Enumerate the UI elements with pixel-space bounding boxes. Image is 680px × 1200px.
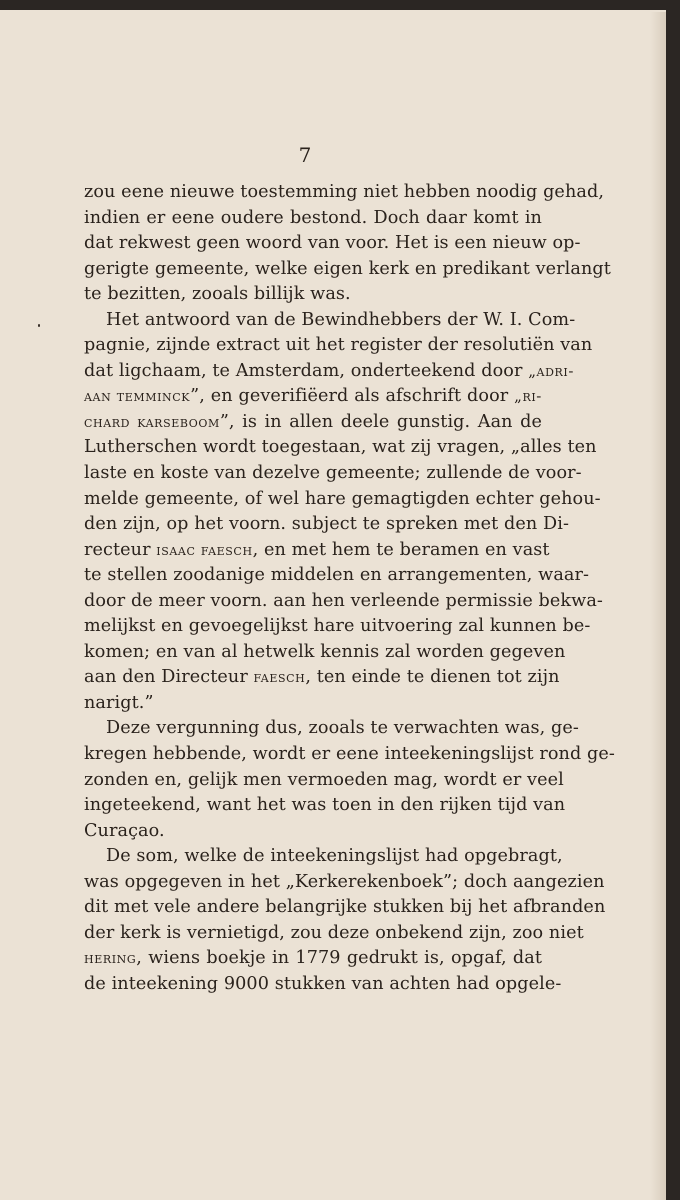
text-line: [84, 384, 542, 410]
small-caps-name: chard karseboom: [84, 412, 220, 431]
text-line: [84, 538, 550, 564]
text-line: [84, 487, 601, 513]
text-line: [84, 640, 566, 666]
small-caps-name: aan temminck: [84, 387, 191, 406]
text-segment: ”, en geverifiëerd als afschrift door: [190, 386, 515, 407]
text-segment: pagnie, zijnde extract uit het register der resolutiën van: [84, 335, 593, 356]
text-line: [84, 461, 582, 487]
small-caps-name: isaac faesch: [156, 540, 253, 559]
text-segment: dat rekwest geen woord van voor. Het is een nieuw op-: [84, 233, 581, 254]
text-segment: kregen hebbende, wordt er eene inteekeningslijst rond ge-: [84, 744, 615, 765]
paper-speck: [38, 324, 40, 327]
page-edge-shadow: [650, 12, 666, 1200]
text-segment: Lutherschen wordt toegestaan, wat zij vragen, „alles ten: [84, 437, 597, 458]
text-segment: gerigte gemeente, welke eigen kerk en predikant verlangt: [84, 258, 611, 279]
text-line: [84, 614, 591, 640]
text-segment: de inteekening 9000 stukken van achten had opgele-: [84, 973, 562, 994]
text-line: [84, 742, 615, 768]
small-caps-name: „ri-: [514, 387, 542, 406]
text-line: [84, 435, 597, 461]
text-segment: melde gemeente, of wel hare gemagtigden echter gehou-: [84, 488, 601, 509]
text-line: [84, 691, 542, 717]
text-line: [84, 206, 542, 232]
text-line: [84, 844, 563, 870]
text-line: [84, 972, 562, 998]
text-segment: te stellen zoodanige middelen en arrangementen, waar-: [84, 565, 590, 586]
small-caps-name: „adri-: [528, 361, 575, 380]
text-segment: ”, is in allen deele gunstig. Aan de: [219, 411, 542, 432]
text-line: [84, 793, 566, 819]
text-segment: door de meer voorn. aan hen verleende permissie bekwa-: [84, 590, 603, 611]
text-line: [84, 333, 593, 359]
small-caps-name: hering: [84, 949, 137, 968]
text-segment: laste en koste van dezelve gemeente; zullende de voor-: [84, 463, 582, 484]
text-line: [84, 410, 542, 436]
text-line: [84, 180, 605, 206]
text-line: [84, 895, 606, 921]
text-segment: , ten einde te dienen tot zijn: [305, 667, 560, 688]
text-segment: , wiens boekje in 1779 gedrukt is, opgaf, dat: [136, 948, 542, 969]
text-segment: komen; en van al hetwelk kennis zal worden gegeven: [84, 641, 566, 662]
text-line: [84, 716, 579, 742]
text-line: [84, 257, 611, 283]
text-segment: der kerk is vernietigd, zou deze onbekend zijn, zoo niet: [84, 922, 584, 943]
text-line: [84, 768, 564, 794]
text-segment: zonden en, gelijk men vermoeden mag, wordt er veel: [84, 769, 564, 790]
text-segment: recteur: [84, 539, 157, 560]
text-segment: dat ligchaam, te Amsterdam, onderteekend door: [84, 360, 529, 381]
text-segment: ingeteekend, want het was toen in den rijken tijd van: [84, 795, 566, 816]
text-line: [84, 359, 575, 385]
text-line: [84, 308, 576, 334]
text-segment: den zijn, op het voorn. subject te spreken met den Di-: [84, 514, 569, 535]
text-segment: , en met hem te beramen en vast: [252, 539, 550, 560]
text-line: [84, 589, 603, 615]
text-line: [84, 231, 581, 257]
text-line: [84, 563, 590, 589]
text-line: [84, 665, 560, 691]
text-segment: Deze vergunning dus, zooals te verwachten was, ge-: [106, 718, 579, 739]
text-line: [84, 946, 542, 972]
text-segment: narigt.”: [84, 692, 154, 713]
text-segment: zou eene nieuwe toestemming niet hebben noodig gehad,: [84, 182, 605, 202]
text-segment: indien er eene oudere bestond. Doch daar komt in: [84, 207, 542, 228]
text-segment: melijkst en gevoegelijkst hare uitvoering zal kunnen be-: [84, 616, 591, 637]
text-segment: te bezitten, zooals billijk was.: [84, 284, 351, 305]
text-line: [84, 282, 542, 308]
text-line: [84, 870, 605, 896]
text-segment: Het antwoord van de Bewindhebbers der W. I. Com-: [106, 309, 576, 330]
text-line: [84, 512, 569, 538]
text-line: [84, 921, 584, 947]
text-segment: Curaçao.: [84, 820, 165, 841]
text-line: [84, 819, 542, 845]
small-caps-name: faesch: [253, 668, 306, 687]
body-text: [84, 180, 615, 998]
page-number: 7: [298, 143, 312, 167]
text-segment: dit met vele andere belangrijke stukken bij het afbranden: [84, 897, 606, 918]
text-segment: was opgegeven in het „Kerkerekenboek”; doch aangezien: [84, 871, 605, 892]
text-segment: aan den Directeur: [84, 667, 254, 688]
text-segment: De som, welke de inteekeningslijst had opgebragt,: [106, 846, 563, 867]
